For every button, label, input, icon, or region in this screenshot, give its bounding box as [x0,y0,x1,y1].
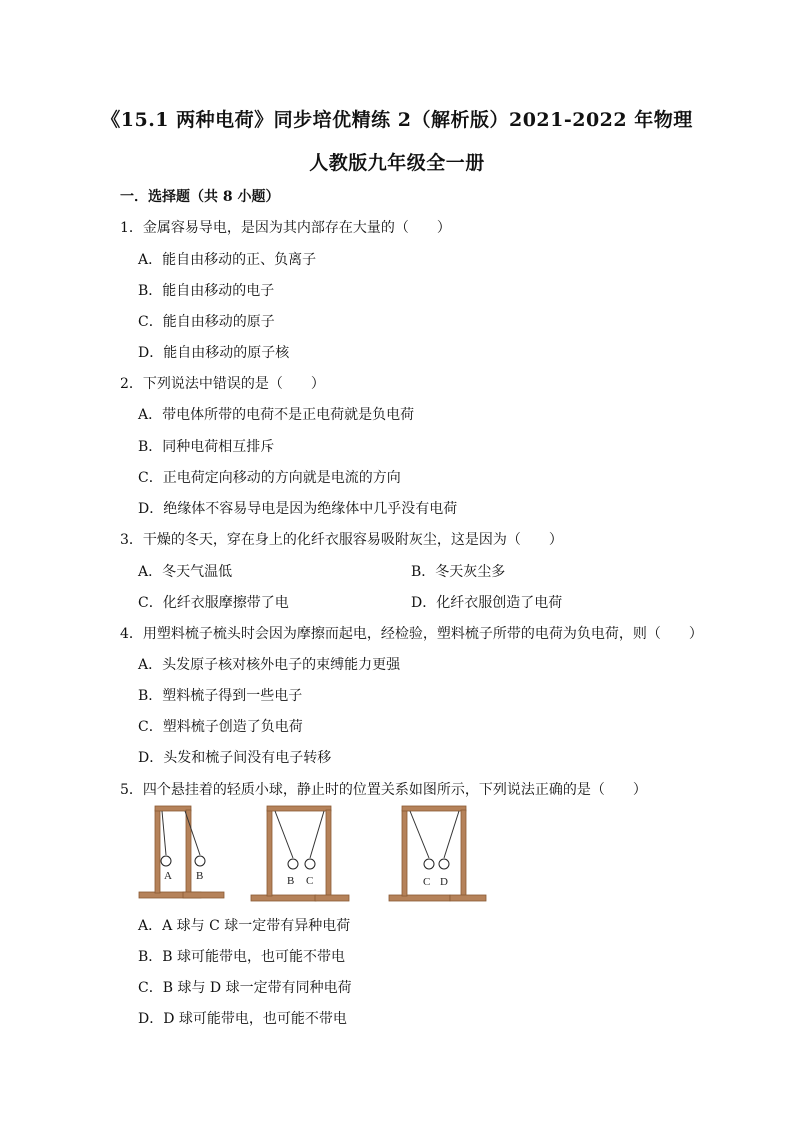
question-4-stem: 4．用塑料梳子梳头时会因为摩擦而起电，经检验，塑料梳子所带的电荷为负电荷，则（ ） [120,626,703,642]
question-2-stem: 2．下列说法中错误的是（ ） [120,376,325,392]
question-3-option-d: D．化纤衣服创造了电荷 [411,595,563,611]
question-1-option-c: C．能自由移动的原子 [138,314,275,330]
ball-label-c: C [306,875,314,887]
question-3-stem: 3．干燥的冬天，穿在身上的化纤衣服容易吸附灰尘，这是因为（ ） [120,532,563,548]
question-5-option-b: B．B 球可能带电，也可能不带电 [138,949,346,965]
stand-3 [389,806,486,901]
question-2-option-d: D．绝缘体不容易导电是因为绝缘体中几乎没有电荷 [138,501,458,517]
question-4-option-a: A．头发原子核对核外电子的束缚能力更强 [138,657,401,673]
question-4-option-b: B．塑料梳子得到一些电子 [138,688,303,704]
question-2-option-b: B．同种电荷相互排斥 [138,439,275,455]
question-1-option-d: D．能自由移动的原子核 [138,345,290,361]
stand-2 [251,806,349,901]
ball-label-c-2: C [423,876,431,888]
ball-label-b-2: B [287,875,295,887]
ball-label-d: D [440,876,448,888]
ball-c [305,859,315,869]
question-5-option-d: D．D 球可能带电，也可能不带电 [138,1011,347,1027]
question-3-option-b: B．冬天灰尘多 [411,564,506,580]
question-1-option-b: B．能自由移动的电子 [138,283,275,299]
document-title-line-1: 《15.1 两种电荷》同步培优精练 2（解析版）2021-2022 年物理 [101,109,693,131]
ball-c-2 [424,859,434,869]
hanging-balls-figure [135,800,495,910]
question-4-option-c: C．塑料梳子创造了负电荷 [138,719,303,735]
stand-1 [139,806,224,898]
ball-label-b: B [196,870,204,882]
question-2-option-a: A．带电体所带的电荷不是正电荷就是负电荷 [138,407,415,423]
ball-d [439,859,449,869]
question-5-stem: 5．四个悬挂着的轻质小球，静止时的位置关系如图所示，下列说法正确的是（ ） [120,782,647,798]
question-3-option-a: A．冬天气温低 [138,564,233,580]
question-2-option-c: C．正电荷定向移动的方向就是电流的方向 [138,470,401,486]
question-1-option-a: A．能自由移动的正、负离子 [138,252,317,268]
section-heading: 一．选择题（共 8 小题） [120,189,280,205]
question-5-option-c: C．B 球与 D 球一定带有同种电荷 [138,980,352,996]
ball-b [195,856,205,866]
question-4-option-d: D．头发和梳子间没有电子转移 [138,750,332,766]
question-5-option-a: A．A 球与 C 球一定带有异种电荷 [138,918,351,934]
ball-label-a: A [164,870,172,882]
ball-a [161,856,171,866]
question-1-stem: 1．金属容易导电，是因为其内部存在大量的（ ） [120,220,451,236]
question-3-option-c: C．化纤衣服摩擦带了电 [138,595,289,611]
document-title-line-2: 人教版九年级全一册 [309,152,485,174]
ball-b-2 [288,859,298,869]
